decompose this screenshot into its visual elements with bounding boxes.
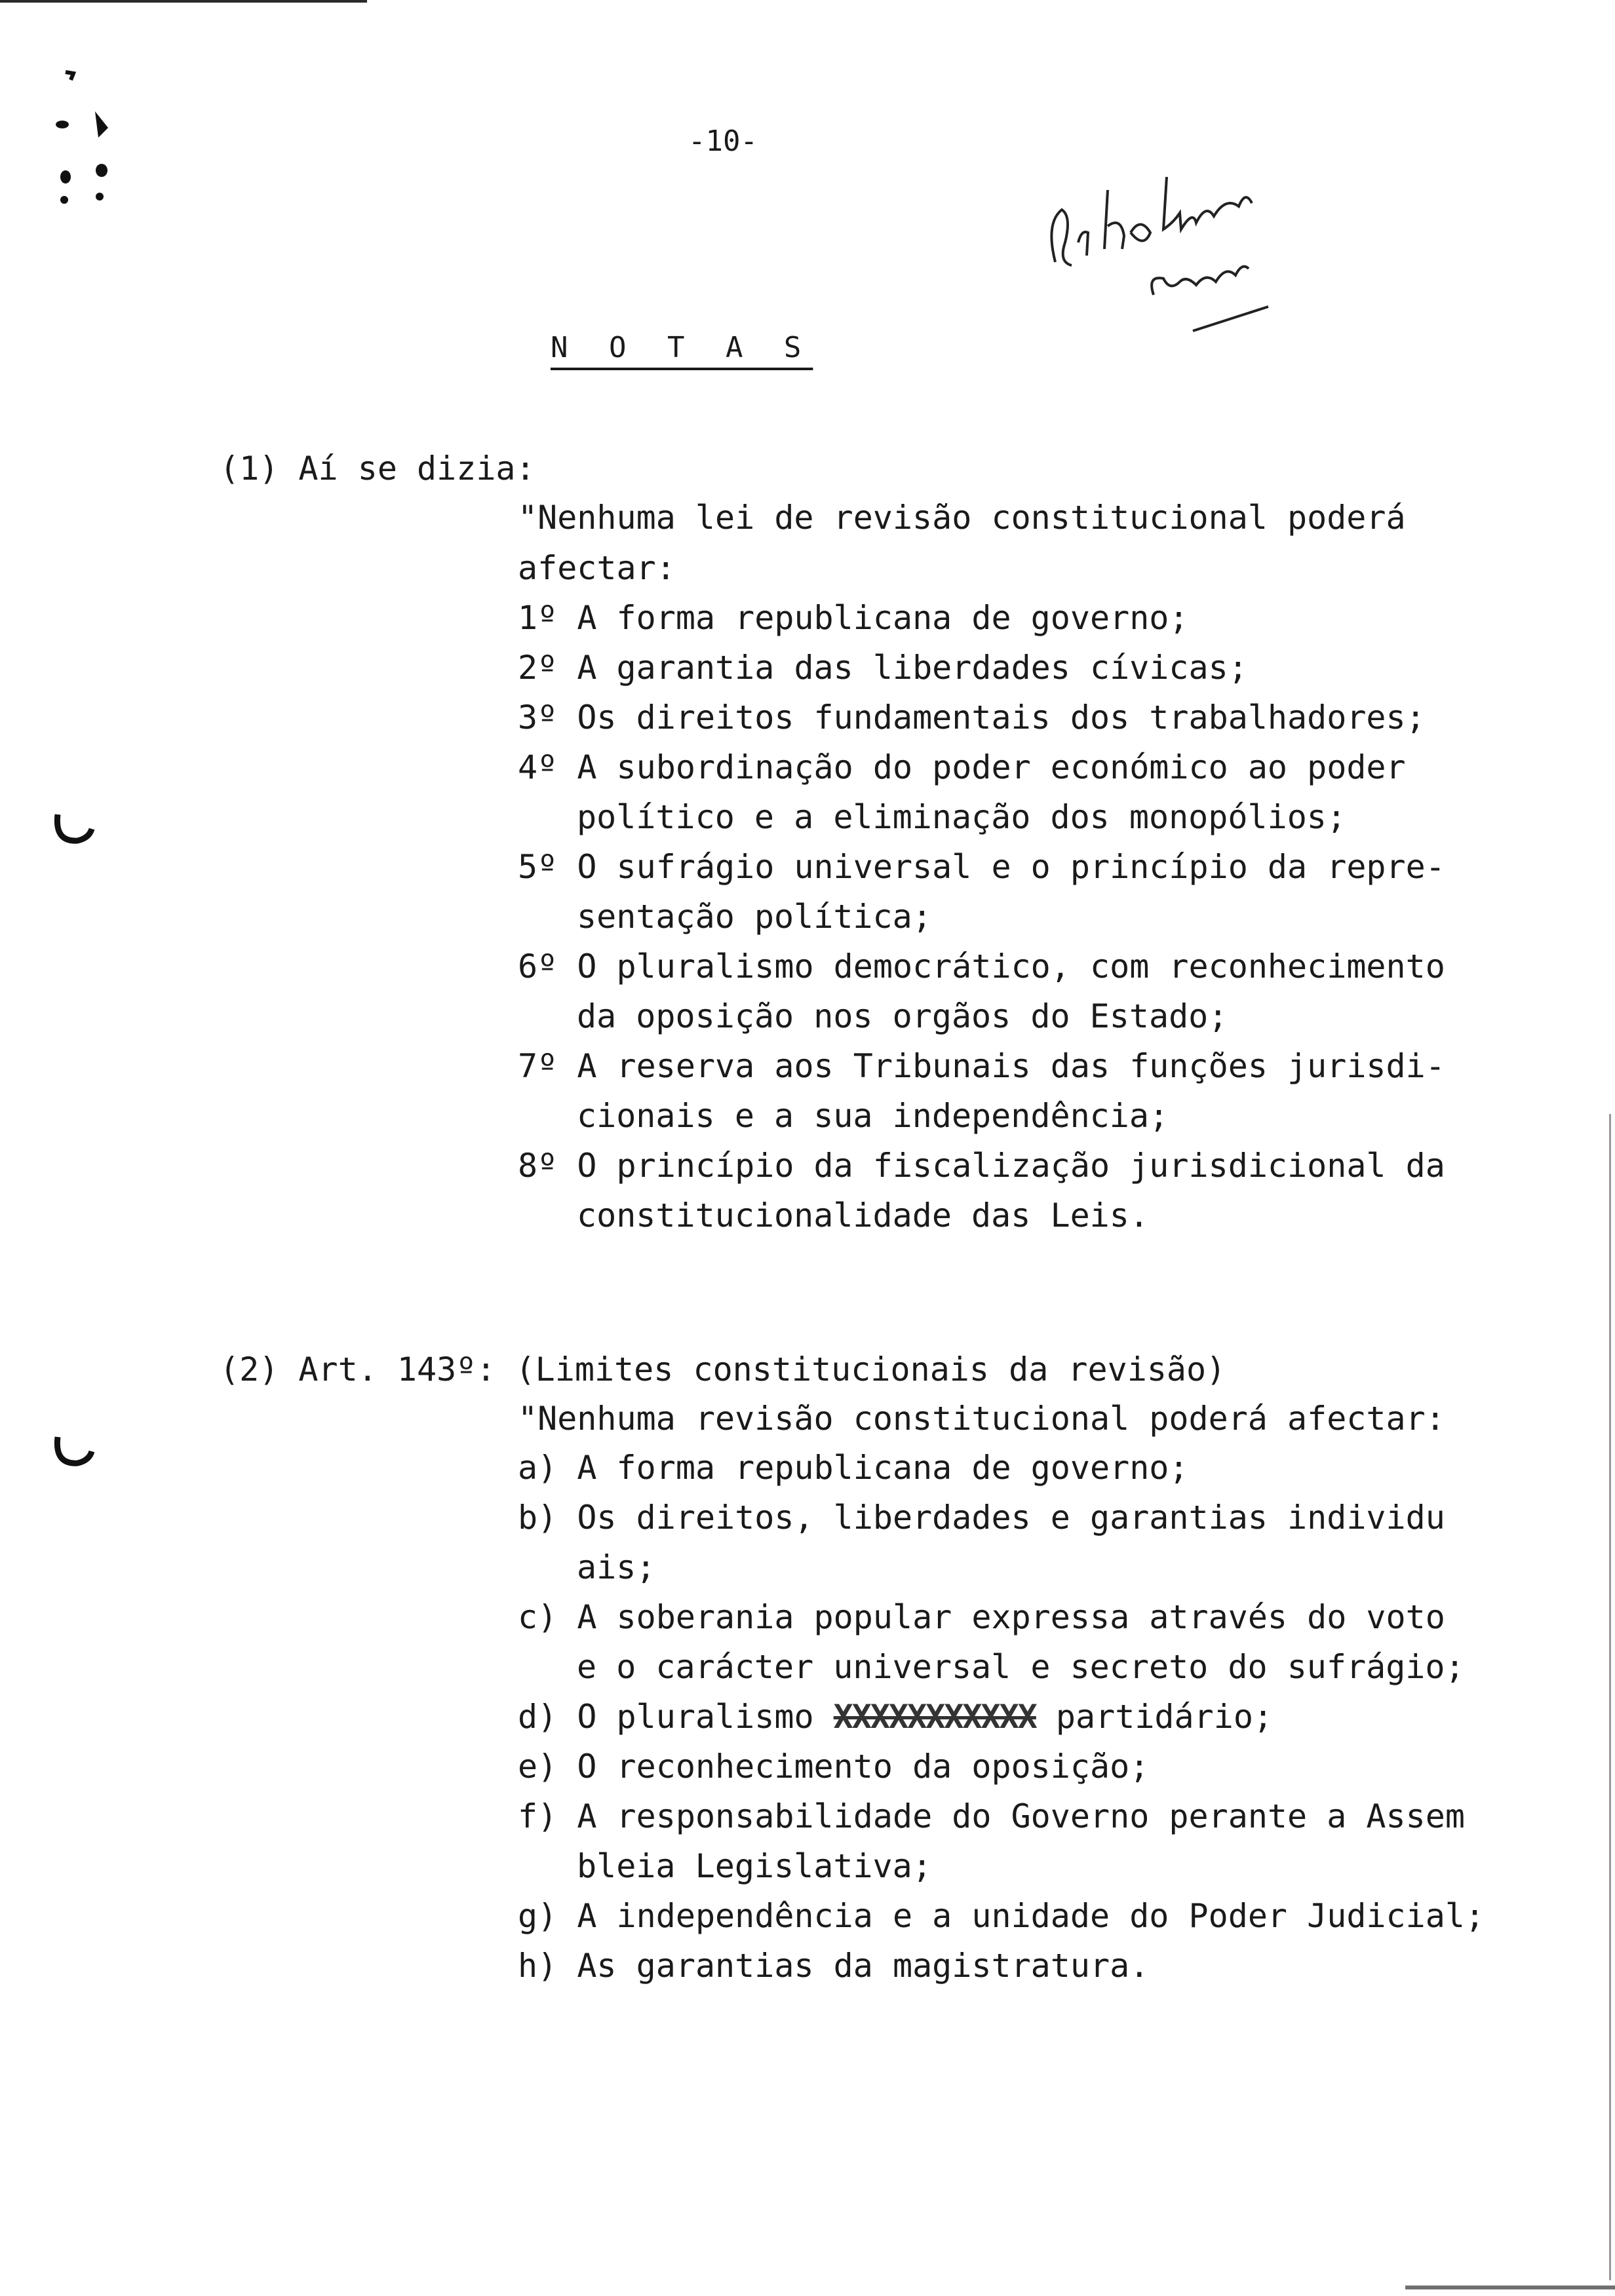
note2-item: [518, 1897, 1485, 1935]
item-marker: f): [518, 1797, 558, 1835]
note1-item: [518, 947, 1445, 985]
item-text: A independência e a unidade do Poder Judicial;: [577, 1897, 1485, 1935]
handwritten-annotation: [1042, 151, 1317, 347]
note1-item: [518, 1147, 1445, 1185]
item-text: A subordinação do poder económico ao poder: [577, 748, 1406, 786]
item-text: partidário;: [1055, 1698, 1274, 1736]
scan-edge-bottom: [1405, 2286, 1615, 2289]
item-marker: 5º: [518, 848, 558, 886]
item-marker: a): [518, 1449, 558, 1487]
item-text: A responsabilidade do Governo perante a Assem: [577, 1797, 1465, 1835]
note1-item-continuation: sentação política;: [577, 898, 932, 936]
note1-item-continuation: cionais e a sua independência;: [577, 1097, 1169, 1135]
item-marker: c): [518, 1598, 558, 1636]
struck-out-text: XXXXXXXXXXX: [833, 1698, 1036, 1736]
item-text: O reconhecimento da oposição;: [577, 1748, 1150, 1786]
note2-item: [518, 1748, 1150, 1786]
item-marker: 1º: [518, 599, 558, 637]
item-text: A garantia das liberdades cívicas;: [577, 649, 1248, 687]
note2-item-continuation: ais;: [577, 1548, 656, 1586]
note1-item: [518, 748, 1406, 786]
item-marker: b): [518, 1499, 558, 1537]
item-text: A forma republicana de governo;: [577, 1449, 1189, 1487]
note1-item-continuation: político e a eliminação dos monopólios;: [577, 798, 1346, 836]
item-marker: g): [518, 1897, 558, 1935]
note2-quote-line: "Nenhuma revisão constitucional poderá afectar:: [518, 1400, 1445, 1438]
item-marker: d): [518, 1698, 558, 1736]
item-marker: 2º: [518, 649, 558, 687]
note2-item: [518, 1947, 1150, 1985]
note1-item-continuation: da oposição nos orgãos do Estado;: [577, 997, 1228, 1035]
note1-item-continuation: constitucionalidade das Leis.: [577, 1196, 1149, 1234]
margin-tick-mark: [51, 809, 97, 849]
note1-quote-line: "Nenhuma lei de revisão constitucional poderá: [518, 499, 1406, 537]
note1-intro: (1) Aí se dizia:: [220, 450, 535, 488]
scan-edge-right: [1609, 1114, 1611, 2280]
scan-edge-top: [0, 0, 367, 3]
note2-item-continuation: e o carácter universal e secreto do sufrágio;: [577, 1648, 1465, 1686]
item-marker: 4º: [518, 748, 558, 786]
item-marker: 6º: [518, 947, 558, 985]
item-text: A soberania popular expressa através do voto: [577, 1598, 1445, 1636]
note2-item: [518, 1598, 1445, 1636]
item-marker: e): [518, 1748, 558, 1786]
item-marker: 3º: [518, 698, 558, 737]
item-marker: h): [518, 1947, 558, 1985]
margin-tick-mark: [51, 1432, 97, 1471]
note2-item: [518, 1698, 1274, 1736]
note2-intro: (2) Art. 143º: (Limites constitucionais da revisão): [220, 1350, 1226, 1388]
note2-item: [518, 1499, 1445, 1537]
note1-item: [518, 698, 1426, 737]
item-marker: 7º: [518, 1047, 558, 1085]
note2-item-continuation: bleia Legislativa;: [577, 1847, 932, 1885]
note1-item: [518, 1047, 1445, 1085]
item-text: Os direitos fundamentais dos trabalhadores;: [577, 698, 1426, 737]
item-text: O pluralismo democrático, com reconhecimento: [577, 947, 1445, 985]
note1-quote-line: afectar:: [518, 549, 676, 587]
binding-hole-marks: [46, 66, 131, 223]
page-number: -10-: [688, 124, 758, 158]
item-text: A forma republicana de governo;: [577, 599, 1189, 637]
note1-item: [518, 848, 1445, 886]
item-text: Os direitos, liberdades e garantias individu: [577, 1499, 1445, 1537]
item-text: O pluralismo: [577, 1698, 814, 1736]
note1-item: [518, 599, 1189, 637]
notes-title: N O T A S: [551, 331, 813, 364]
note2-item: [518, 1449, 1189, 1487]
item-text: O princípio da fiscalização jurisdicional da: [577, 1147, 1445, 1185]
item-text: A reserva aos Tribunais das funções jurisdi-: [577, 1047, 1445, 1085]
note2-item: [518, 1797, 1465, 1835]
note1-item: [518, 649, 1248, 687]
item-text: As garantias da magistratura.: [577, 1947, 1150, 1985]
item-text: O sufrágio universal e o princípio da repre-: [577, 848, 1445, 886]
item-marker: 8º: [518, 1147, 558, 1185]
